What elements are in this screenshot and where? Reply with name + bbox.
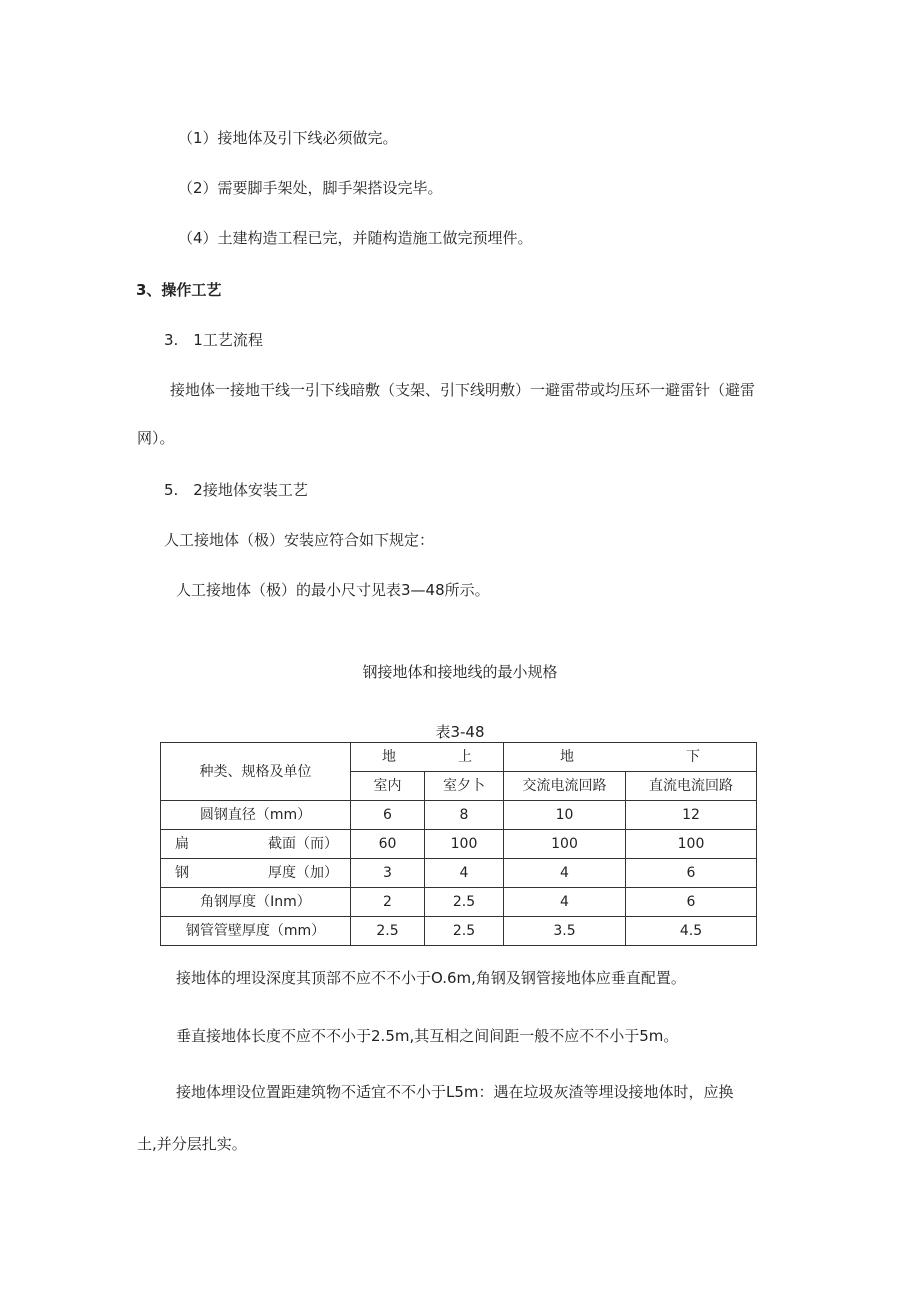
section-heading: 3、操作工艺 <box>136 281 222 299</box>
cell: 2.5 <box>351 917 425 946</box>
cell: 10 <box>504 801 626 830</box>
table-row <box>161 801 757 830</box>
cell: 8 <box>425 801 504 830</box>
prereq-item-2: （2）需要脚手架处，脚手架搭设完毕。 <box>178 179 443 197</box>
header-below-char-1: 地 <box>560 749 574 765</box>
table-row <box>161 859 757 888</box>
table-number: 表3-48 <box>435 723 485 741</box>
prereq-item-1: （1）接地体及引下线必须做完。 <box>178 129 398 147</box>
cell: 2.5 <box>425 888 504 917</box>
cell: 4.5 <box>626 917 757 946</box>
subheader-indoor: 室内 <box>351 772 425 801</box>
header-below-char-2: 下 <box>686 749 700 765</box>
process-flow-text: 接地体一接地干线一引下线暗敷（支架、引下线明敷）一避雷带或均压环一避雷针（避雷 <box>170 381 756 399</box>
table-row <box>161 830 757 859</box>
table-row <box>161 917 757 946</box>
subheader-ac-circuit: 交流电流回路 <box>504 772 626 801</box>
row-label <box>161 859 351 888</box>
cell: 6 <box>626 859 757 888</box>
position-text: 接地体埋设位置距建筑物不适宜不不小于L5m：遇在垃圾灰渣等埋设接地体时，应换 <box>176 1083 734 1101</box>
cell: 12 <box>626 801 757 830</box>
row-label: 角钢厚度（Inm） <box>161 888 351 917</box>
cell: 2 <box>351 888 425 917</box>
cell: 100 <box>425 830 504 859</box>
cell: 4 <box>504 888 626 917</box>
table-row <box>161 888 757 917</box>
spec-table <box>160 742 757 946</box>
header-below-ground <box>504 743 757 772</box>
cell: 100 <box>626 830 757 859</box>
header-category: 种类、规格及单位 <box>161 743 351 801</box>
row-label-item: 截面（而） <box>268 836 338 852</box>
process-flow-text-cont: 网）。 <box>137 429 175 447</box>
row-label: 圆钢直径（mm） <box>161 801 351 830</box>
row-label-item: 厚度（加） <box>268 865 338 881</box>
position-text-cont: 土,并分层扎实。 <box>137 1135 247 1153</box>
subsection-install: 5. 2接地体安装工艺 <box>164 481 308 499</box>
cell: 3 <box>351 859 425 888</box>
row-label-group: 钢 <box>175 865 189 881</box>
burial-depth-text: 接地体的埋设深度其顶部不应不不小于O.6m,角钢及钢管接地体应垂直配置。 <box>176 969 686 987</box>
header-above-ground <box>351 743 504 772</box>
install-rule-size: 人工接地体（极）的最小尺寸见表3—48所示。 <box>176 581 490 599</box>
header-above-char-1: 地 <box>382 749 396 765</box>
install-rule-intro: 人工接地体（极）安装应符合如下规定： <box>164 531 435 549</box>
prereq-item-4: （4）土建构造工程已完，并随构造施工做完预埋件。 <box>178 229 533 247</box>
cell: 4 <box>504 859 626 888</box>
row-label: 钢管管壁厚度（mm） <box>161 917 351 946</box>
table-title: 钢接地体和接地线的最小规格 <box>362 663 558 681</box>
cell: 4 <box>425 859 504 888</box>
table-header-row <box>161 743 757 772</box>
subheader-dc-circuit: 直流电流回路 <box>626 772 757 801</box>
cell: 2.5 <box>425 917 504 946</box>
row-label-group: 扁 <box>175 836 189 852</box>
cell: 6 <box>351 801 425 830</box>
vertical-length-text: 垂直接地体长度不应不不小于2.5m,其互相之间间距一般不应不不小于5m。 <box>176 1027 679 1045</box>
header-above-char-2: 上 <box>458 749 472 765</box>
cell: 6 <box>626 888 757 917</box>
row-label <box>161 830 351 859</box>
subheader-outdoor: 室夕卜 <box>425 772 504 801</box>
cell: 3.5 <box>504 917 626 946</box>
cell: 60 <box>351 830 425 859</box>
subsection-process-flow: 3. 1工艺流程 <box>164 331 263 349</box>
cell: 100 <box>504 830 626 859</box>
